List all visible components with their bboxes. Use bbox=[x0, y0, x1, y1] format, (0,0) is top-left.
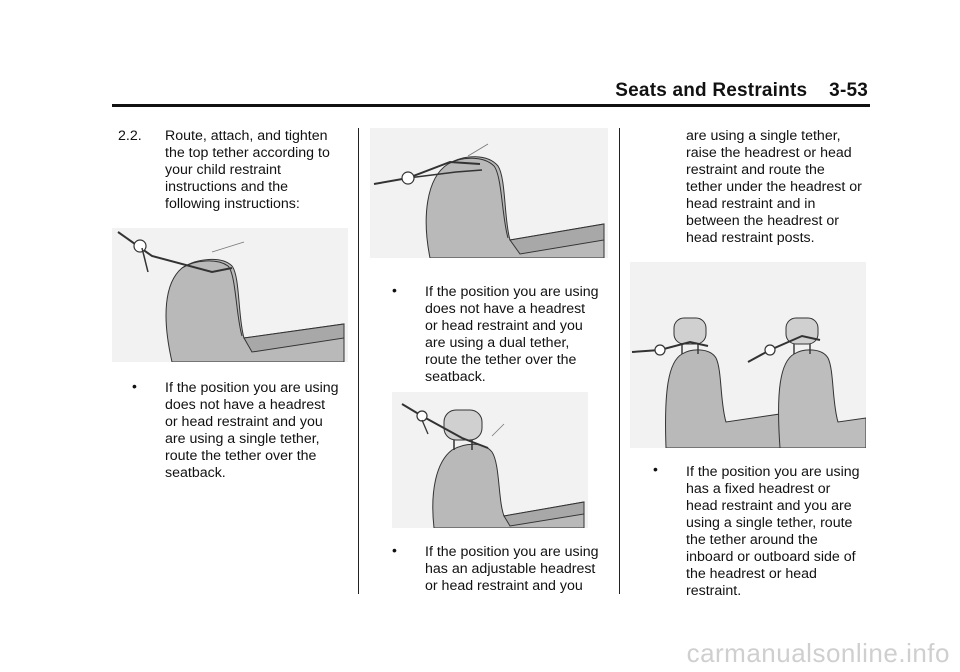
continued-line-6: between the headrest or bbox=[686, 213, 840, 229]
watermark: carmanualsonline.info bbox=[686, 638, 950, 668]
continued-line-2: raise the headrest or head bbox=[686, 145, 852, 161]
bullet4-line-2: has a fixed headrest or bbox=[686, 481, 831, 497]
bullet4-line-1: If the position you are using bbox=[686, 464, 860, 480]
bullet-icon: • bbox=[392, 282, 397, 298]
bullet2-line-5: route the tether over the bbox=[425, 352, 577, 368]
step-line-5: following instructions: bbox=[165, 196, 300, 212]
bullet3-line-1: If the position you are using bbox=[425, 544, 599, 560]
continued-line-4: tether under the headrest or bbox=[686, 179, 862, 195]
column-divider-right bbox=[619, 128, 620, 594]
step-line-4: instructions and the bbox=[165, 179, 289, 195]
bullet1-line-2: does not have a headrest bbox=[165, 397, 326, 413]
step-line-2: the top tether according to bbox=[165, 145, 330, 161]
bullet-icon: • bbox=[392, 542, 397, 558]
bullet3-line-3: or head restraint and you bbox=[425, 578, 583, 594]
step-line-3: your child restraint bbox=[165, 162, 281, 178]
header-rule bbox=[112, 104, 870, 107]
bullet2-line-6: seatback. bbox=[425, 369, 486, 385]
continued-line-3: restraint and route the bbox=[686, 162, 825, 178]
bullet1-line-5: route the tether over the bbox=[165, 448, 317, 464]
bullet1-line-1: If the position you are using bbox=[165, 380, 339, 396]
bullet2-line-1: If the position you are using bbox=[425, 284, 599, 300]
figure-single-tether-no-headrest bbox=[112, 228, 348, 362]
continued-line-5: head restraint and in bbox=[686, 196, 816, 212]
figure-fixed-headrest bbox=[630, 262, 866, 448]
figure-adjustable-headrest bbox=[392, 392, 588, 528]
bullet4-line-7: the headrest or head bbox=[686, 566, 817, 582]
bullet4-line-5: the tether around the bbox=[686, 532, 818, 548]
figure-dual-tether-no-headrest bbox=[370, 128, 608, 258]
page-title: Seats and Restraints 3-53 bbox=[615, 80, 868, 101]
bullet4-line-3: head restraint and you are bbox=[686, 498, 852, 514]
bullet1-line-4: are using a single tether, bbox=[165, 431, 320, 447]
bullet3-line-2: has an adjustable headrest bbox=[425, 561, 596, 577]
bullet-icon: • bbox=[653, 461, 658, 477]
page-header bbox=[0, 0, 960, 110]
continued-line-1: are using a single tether, bbox=[686, 128, 841, 144]
bullet4-line-4: using a single tether, route bbox=[686, 515, 853, 531]
bullet2-line-3: or head restraint and you bbox=[425, 318, 583, 334]
bullet2-line-4: are using a dual tether, bbox=[425, 335, 570, 351]
step-line-1: Route, attach, and tighten bbox=[165, 128, 328, 144]
bullet-icon: • bbox=[132, 378, 137, 394]
step-number: 2.2. bbox=[118, 128, 142, 144]
bullet2-line-2: does not have a headrest bbox=[425, 301, 586, 317]
continued-line-7: head restraint posts. bbox=[686, 230, 815, 246]
bullet1-line-6: seatback. bbox=[165, 465, 226, 481]
bullet4-line-8: restraint. bbox=[686, 583, 742, 599]
column-divider-left bbox=[358, 128, 359, 594]
bullet4-line-6: inboard or outboard side of bbox=[686, 549, 856, 565]
bullet1-line-3: or head restraint and you bbox=[165, 414, 323, 430]
